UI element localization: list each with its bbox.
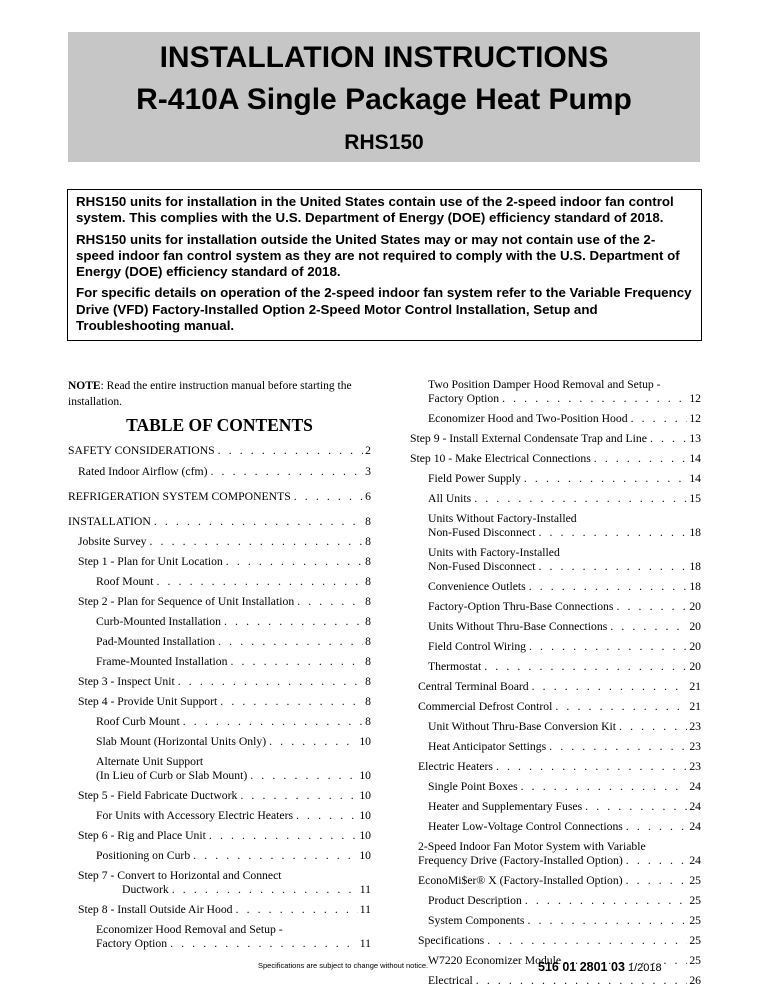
toc-entry[interactable] — [410, 378, 701, 406]
toc-page: 20 — [689, 620, 701, 633]
toc-entry[interactable] — [410, 412, 701, 426]
toc-entry[interactable] — [68, 903, 371, 917]
toc-leader — [496, 760, 687, 774]
toc-leader — [484, 660, 687, 674]
toc-page: 10 — [359, 769, 371, 782]
toc-page: 23 — [689, 720, 701, 733]
toc-page: 12 — [689, 412, 701, 425]
toc-leader — [538, 560, 687, 574]
document-title: INSTALLATION INSTRUCTIONS — [159, 41, 609, 74]
toc-page: 25 — [689, 934, 701, 947]
toc-page: 14 — [689, 452, 701, 465]
toc-page: 8 — [365, 515, 371, 528]
toc-leader — [230, 655, 363, 669]
toc-page: 20 — [689, 660, 701, 673]
toc-entry-text: Thermostat — [428, 660, 482, 673]
toc-entry[interactable] — [410, 974, 701, 988]
toc-leader — [610, 620, 687, 634]
toc-entry-text: Non-Fused Disconnect — [428, 560, 536, 573]
toc-page: 18 — [689, 560, 701, 573]
toc-leader — [585, 800, 687, 814]
toc-entry-text: Two Position Damper Hood Removal and Setup - — [428, 378, 661, 391]
toc-entry-text: Step 4 - Provide Unit Support — [78, 695, 218, 708]
toc-page: 10 — [359, 735, 371, 748]
toc-entry[interactable] — [68, 755, 371, 783]
toc-leader — [193, 849, 357, 863]
toc-leader — [650, 432, 687, 446]
toc-entry-text: Alternate Unit Support — [96, 755, 204, 768]
toc-entry-text: Commercial Defrost Control — [418, 700, 553, 713]
toc-entry-text: System Components — [428, 914, 525, 927]
toc-entry[interactable] — [68, 735, 371, 749]
install-note — [68, 378, 371, 410]
footer-disclaimer: Specifications are subject to change without notice. — [258, 961, 429, 970]
toc-leader — [476, 974, 688, 988]
toc-entry-text: Convenience Outlets — [428, 580, 526, 593]
toc-page: 10 — [359, 849, 371, 862]
toc-entry[interactable] — [410, 600, 701, 614]
toc-entry-text: Frame-Mounted Installation — [96, 655, 228, 668]
toc-entry[interactable] — [68, 675, 371, 689]
toc-page: 20 — [689, 600, 701, 613]
toc-page: 18 — [689, 580, 701, 593]
toc-page: 11 — [359, 883, 371, 896]
toc-leader — [502, 392, 687, 406]
toc-entry[interactable] — [68, 789, 371, 803]
toc-page: 25 — [689, 894, 701, 907]
toc-entry[interactable] — [68, 615, 371, 629]
notice-box — [67, 189, 702, 341]
toc-page: 20 — [689, 640, 701, 653]
toc-page: 12 — [689, 392, 701, 405]
toc-entry[interactable] — [410, 512, 701, 540]
toc-leader — [211, 465, 364, 479]
toc-entry-text: Curb-Mounted Installation — [96, 615, 221, 628]
toc-page: 10 — [359, 809, 371, 822]
toc-leader — [616, 600, 687, 614]
toc-leader — [529, 640, 687, 654]
toc-page: 11 — [359, 937, 371, 950]
toc-page: 13 — [689, 432, 701, 445]
toc-entry[interactable] — [410, 840, 701, 868]
toc-entry-text: Units with Factory-Installed — [428, 546, 560, 559]
toc-page: 8 — [365, 595, 371, 608]
toc-entry-text: Units Without Factory-Installed — [428, 512, 577, 525]
toc-entry-text: Roof Mount — [96, 575, 154, 588]
toc-entry[interactable] — [410, 780, 701, 794]
toc-entry-text: Step 7 - Convert to Horizontal and Connect — [78, 869, 282, 882]
toc-page: 24 — [689, 800, 701, 813]
toc-leader — [525, 894, 688, 908]
toc-entry-text: Product Description — [428, 894, 522, 907]
toc-page: 8 — [365, 695, 371, 708]
document-date: 1/2018 — [624, 962, 662, 974]
toc-entry[interactable] — [410, 760, 701, 774]
toc-entry[interactable] — [68, 635, 371, 649]
notice-paragraph: RHS150 units for installation in the United States contain use of the 2-speed indoor fan control system. This complies with the U.S. Department of Energy (DOE) efficiency standard of 2018. — [76, 194, 674, 226]
toc-entry[interactable] — [410, 820, 701, 834]
note-label: NOTE — [68, 380, 101, 392]
toc-entry-text: Pad-Mounted Installation — [96, 635, 216, 648]
toc-leader — [172, 883, 358, 897]
toc-entry[interactable] — [410, 914, 701, 928]
title-banner — [68, 32, 700, 162]
toc-entry-text: Step 1 - Plan for Unit Location — [78, 555, 223, 568]
toc-entry[interactable] — [410, 934, 701, 948]
toc-entry-text: (In Lieu of Curb or Slab Mount) — [96, 769, 248, 782]
toc-page: 15 — [689, 492, 701, 505]
toc-leader — [296, 809, 357, 823]
toc-page: 8 — [365, 555, 371, 568]
toc-entry-text: Field Power Supply — [428, 472, 521, 485]
toc-entry[interactable] — [410, 432, 701, 446]
toc-page: 18 — [689, 526, 701, 539]
toc-entry[interactable] — [68, 695, 371, 709]
toc-page: 25 — [689, 874, 701, 887]
notice-paragraph: For specific details on operation of the 2-speed indoor fan system refer to the Variable Frequency Drive (VFD) Factory-Installed Option 2-Speed Motor Control Installation, Setup and Troubleshooting manual. — [76, 285, 692, 334]
toc-entry-text: Heater Low-Voltage Control Connections — [428, 820, 623, 833]
toc-entry[interactable] — [410, 546, 701, 574]
toc-entry-text: REFRIGERATION SYSTEM COMPONENTS — [68, 490, 291, 503]
toc-entry-text: Roof Curb Mount — [96, 715, 180, 728]
document-subtitle: R-410A Single Package Heat Pump — [136, 83, 632, 116]
toc-entry-text: Single Point Boxes — [428, 780, 518, 793]
toc-entry-text: EconoMi$er® X (Factory-Installed Option) — [418, 874, 623, 887]
toc-entry[interactable] — [68, 490, 371, 504]
toc-page: 23 — [689, 740, 701, 753]
toc-leader — [209, 829, 357, 843]
toc-leader — [220, 695, 363, 709]
toc-entry[interactable] — [410, 492, 701, 506]
toc-entry[interactable] — [410, 660, 701, 674]
toc-page: 23 — [689, 760, 701, 773]
toc-leader — [626, 854, 688, 868]
toc-page: 26 — [689, 974, 701, 987]
toc-leader — [170, 937, 358, 951]
toc-right-column — [410, 378, 701, 988]
footer-doc-id — [538, 958, 662, 976]
toc-entry-text: Rated Indoor Airflow (cfm) — [78, 465, 208, 478]
toc-page: 24 — [689, 780, 701, 793]
toc-title: TABLE OF CONTENTS — [126, 415, 313, 435]
toc-entry-text: Field Control Wiring — [428, 640, 527, 653]
toc-page: 21 — [689, 700, 701, 713]
toc-leader — [594, 452, 688, 466]
toc-entry-text: Unit Without Thru-Base Conversion Kit — [428, 720, 617, 733]
toc-leader — [631, 412, 688, 426]
toc-entry[interactable] — [68, 923, 371, 951]
toc-leader — [524, 472, 687, 486]
toc-page: 25 — [689, 954, 701, 967]
document-number: 516 01 2801 03 — [538, 960, 625, 974]
toc-entry[interactable] — [68, 555, 371, 569]
toc-entry[interactable] — [68, 869, 371, 897]
toc-leader — [183, 715, 363, 729]
toc-page: 10 — [359, 789, 371, 802]
toc-page: 8 — [365, 535, 371, 548]
toc-entry-text: 2-Speed Indoor Fan Motor System with Variable — [418, 840, 646, 853]
toc-entry-text: SAFETY CONSIDERATIONS — [68, 444, 215, 457]
toc-leader — [555, 700, 687, 714]
toc-entry[interactable] — [68, 575, 371, 589]
toc-entry[interactable] — [410, 472, 701, 486]
toc-leader — [619, 720, 687, 734]
toc-entry[interactable] — [410, 720, 701, 734]
toc-entry-text: Step 3 - Inspect Unit — [78, 675, 175, 688]
toc-entry[interactable] — [410, 452, 701, 466]
toc-page: 11 — [359, 903, 371, 916]
toc-entry-text: Specifications — [418, 934, 485, 947]
toc-entry[interactable] — [68, 829, 371, 843]
toc-leader — [521, 780, 688, 794]
toc-leader — [532, 680, 688, 694]
toc-leader — [626, 874, 688, 888]
toc-page: 25 — [689, 914, 701, 927]
toc-entry[interactable] — [68, 465, 371, 479]
toc-entry-text: For Units with Accessory Electric Heaters — [96, 809, 294, 822]
toc-entry-text: Step 10 - Make Electrical Connections — [410, 452, 591, 465]
toc-page: 2 — [365, 444, 371, 457]
toc-left-column — [68, 444, 371, 951]
toc-entry[interactable] — [410, 620, 701, 634]
toc-page: 8 — [365, 655, 371, 668]
toc-page: 24 — [689, 854, 701, 867]
toc-entry-text: Positioning on Curb — [96, 849, 191, 862]
toc-leader — [224, 615, 363, 629]
toc-leader — [218, 444, 364, 458]
toc-leader — [250, 769, 357, 783]
toc-leader — [294, 490, 363, 504]
toc-entry-text: Frequency Drive (Factory-Installed Option) — [418, 854, 623, 867]
toc-entry[interactable] — [68, 809, 371, 823]
toc-entry[interactable] — [410, 700, 701, 714]
toc-leader — [218, 635, 363, 649]
toc-page: 8 — [365, 635, 371, 648]
toc-entry-text: W7220 Economizer Module — [428, 954, 562, 967]
toc-entry-text: Factory-Option Thru-Base Connections — [428, 600, 614, 613]
note-text: : Read the entire instruction manual before starting the installation. — [68, 380, 352, 408]
toc-entry-text: Central Terminal Board — [418, 680, 529, 693]
toc-entry[interactable] — [68, 515, 371, 529]
toc-entry[interactable] — [410, 680, 701, 694]
toc-leader — [529, 580, 688, 594]
toc-page: 21 — [689, 680, 701, 693]
toc-leader — [626, 820, 687, 834]
toc-entry-text: Factory Option — [96, 937, 168, 950]
toc-entry[interactable] — [410, 894, 701, 908]
toc-leader — [150, 535, 364, 549]
toc-page: 8 — [365, 615, 371, 628]
toc-entry-text: Economizer Hood and Two-Position Hood — [428, 412, 628, 425]
toc-leader — [156, 575, 363, 589]
toc-entry-text: Economizer Hood Removal and Setup - — [96, 923, 283, 936]
toc-entry-text: Step 5 - Field Fabricate Ductwork — [78, 789, 238, 802]
toc-entry[interactable] — [68, 849, 371, 863]
toc-entry[interactable] — [68, 444, 371, 458]
toc-entry[interactable] — [68, 715, 371, 729]
notice-paragraph: RHS150 units for installation outside the United States may or may not contain use of the 2-speed indoor fan control system as they are not required to comply with the U.S. Department of Energy (DOE) efficiency standard of 2018. — [76, 231, 680, 280]
toc-entry-text: All Units — [428, 492, 472, 505]
toc-entry-text: INSTALLATION — [68, 515, 151, 528]
toc-leader — [154, 515, 363, 529]
toc-leader — [527, 914, 687, 928]
toc-entry[interactable] — [410, 874, 701, 888]
toc-entry[interactable] — [68, 595, 371, 609]
toc-leader — [269, 735, 357, 749]
toc-leader — [178, 675, 363, 689]
toc-entry-text: Electrical — [428, 974, 473, 987]
toc-entry-text: Step 9 - Install External Condensate Trap and Line — [410, 432, 647, 445]
toc-entry-text: Non-Fused Disconnect — [428, 526, 536, 539]
toc-entry-text: Heat Anticipator Settings — [428, 740, 547, 753]
toc-leader — [236, 903, 358, 917]
toc-entry[interactable] — [410, 740, 701, 754]
toc-entry[interactable] — [410, 800, 701, 814]
toc-leader — [226, 555, 363, 569]
toc-entry[interactable] — [410, 580, 701, 594]
toc-entry-text: Jobsite Survey — [78, 535, 147, 548]
toc-leader — [549, 740, 687, 754]
toc-entry-text: Ductwork — [122, 883, 169, 896]
toc-page: 8 — [365, 715, 371, 728]
toc-page: 24 — [689, 820, 701, 833]
toc-entry-text: Slab Mount (Horizontal Units Only) — [96, 735, 267, 748]
toc-leader — [538, 526, 687, 540]
toc-entry-text: Units Without Thru-Base Connections — [428, 620, 608, 633]
toc-leader — [487, 934, 687, 948]
toc-entry-text: Electric Heaters — [418, 760, 493, 773]
toc-entry-text: Step 8 - Install Outside Air Hood — [78, 903, 233, 916]
toc-leader — [297, 595, 363, 609]
toc-page: 14 — [689, 472, 701, 485]
toc-entry-text: Step 2 - Plan for Sequence of Unit Installation — [78, 595, 295, 608]
toc-entry[interactable] — [410, 640, 701, 654]
toc-page: 6 — [365, 490, 371, 503]
model-number: RHS150 — [344, 131, 424, 154]
toc-page: 10 — [359, 829, 371, 842]
toc-leader — [474, 492, 687, 506]
toc-entry[interactable] — [68, 655, 371, 669]
toc-entry-text: Factory Option — [428, 392, 500, 405]
toc-leader — [240, 789, 357, 803]
toc-page: 3 — [365, 465, 371, 478]
toc-entry-text: Step 6 - Rig and Place Unit — [78, 829, 206, 842]
toc-page: 8 — [365, 575, 371, 588]
toc-page: 8 — [365, 675, 371, 688]
toc-entry-text: Heater and Supplementary Fuses — [428, 800, 583, 813]
toc-entry[interactable] — [68, 535, 371, 549]
